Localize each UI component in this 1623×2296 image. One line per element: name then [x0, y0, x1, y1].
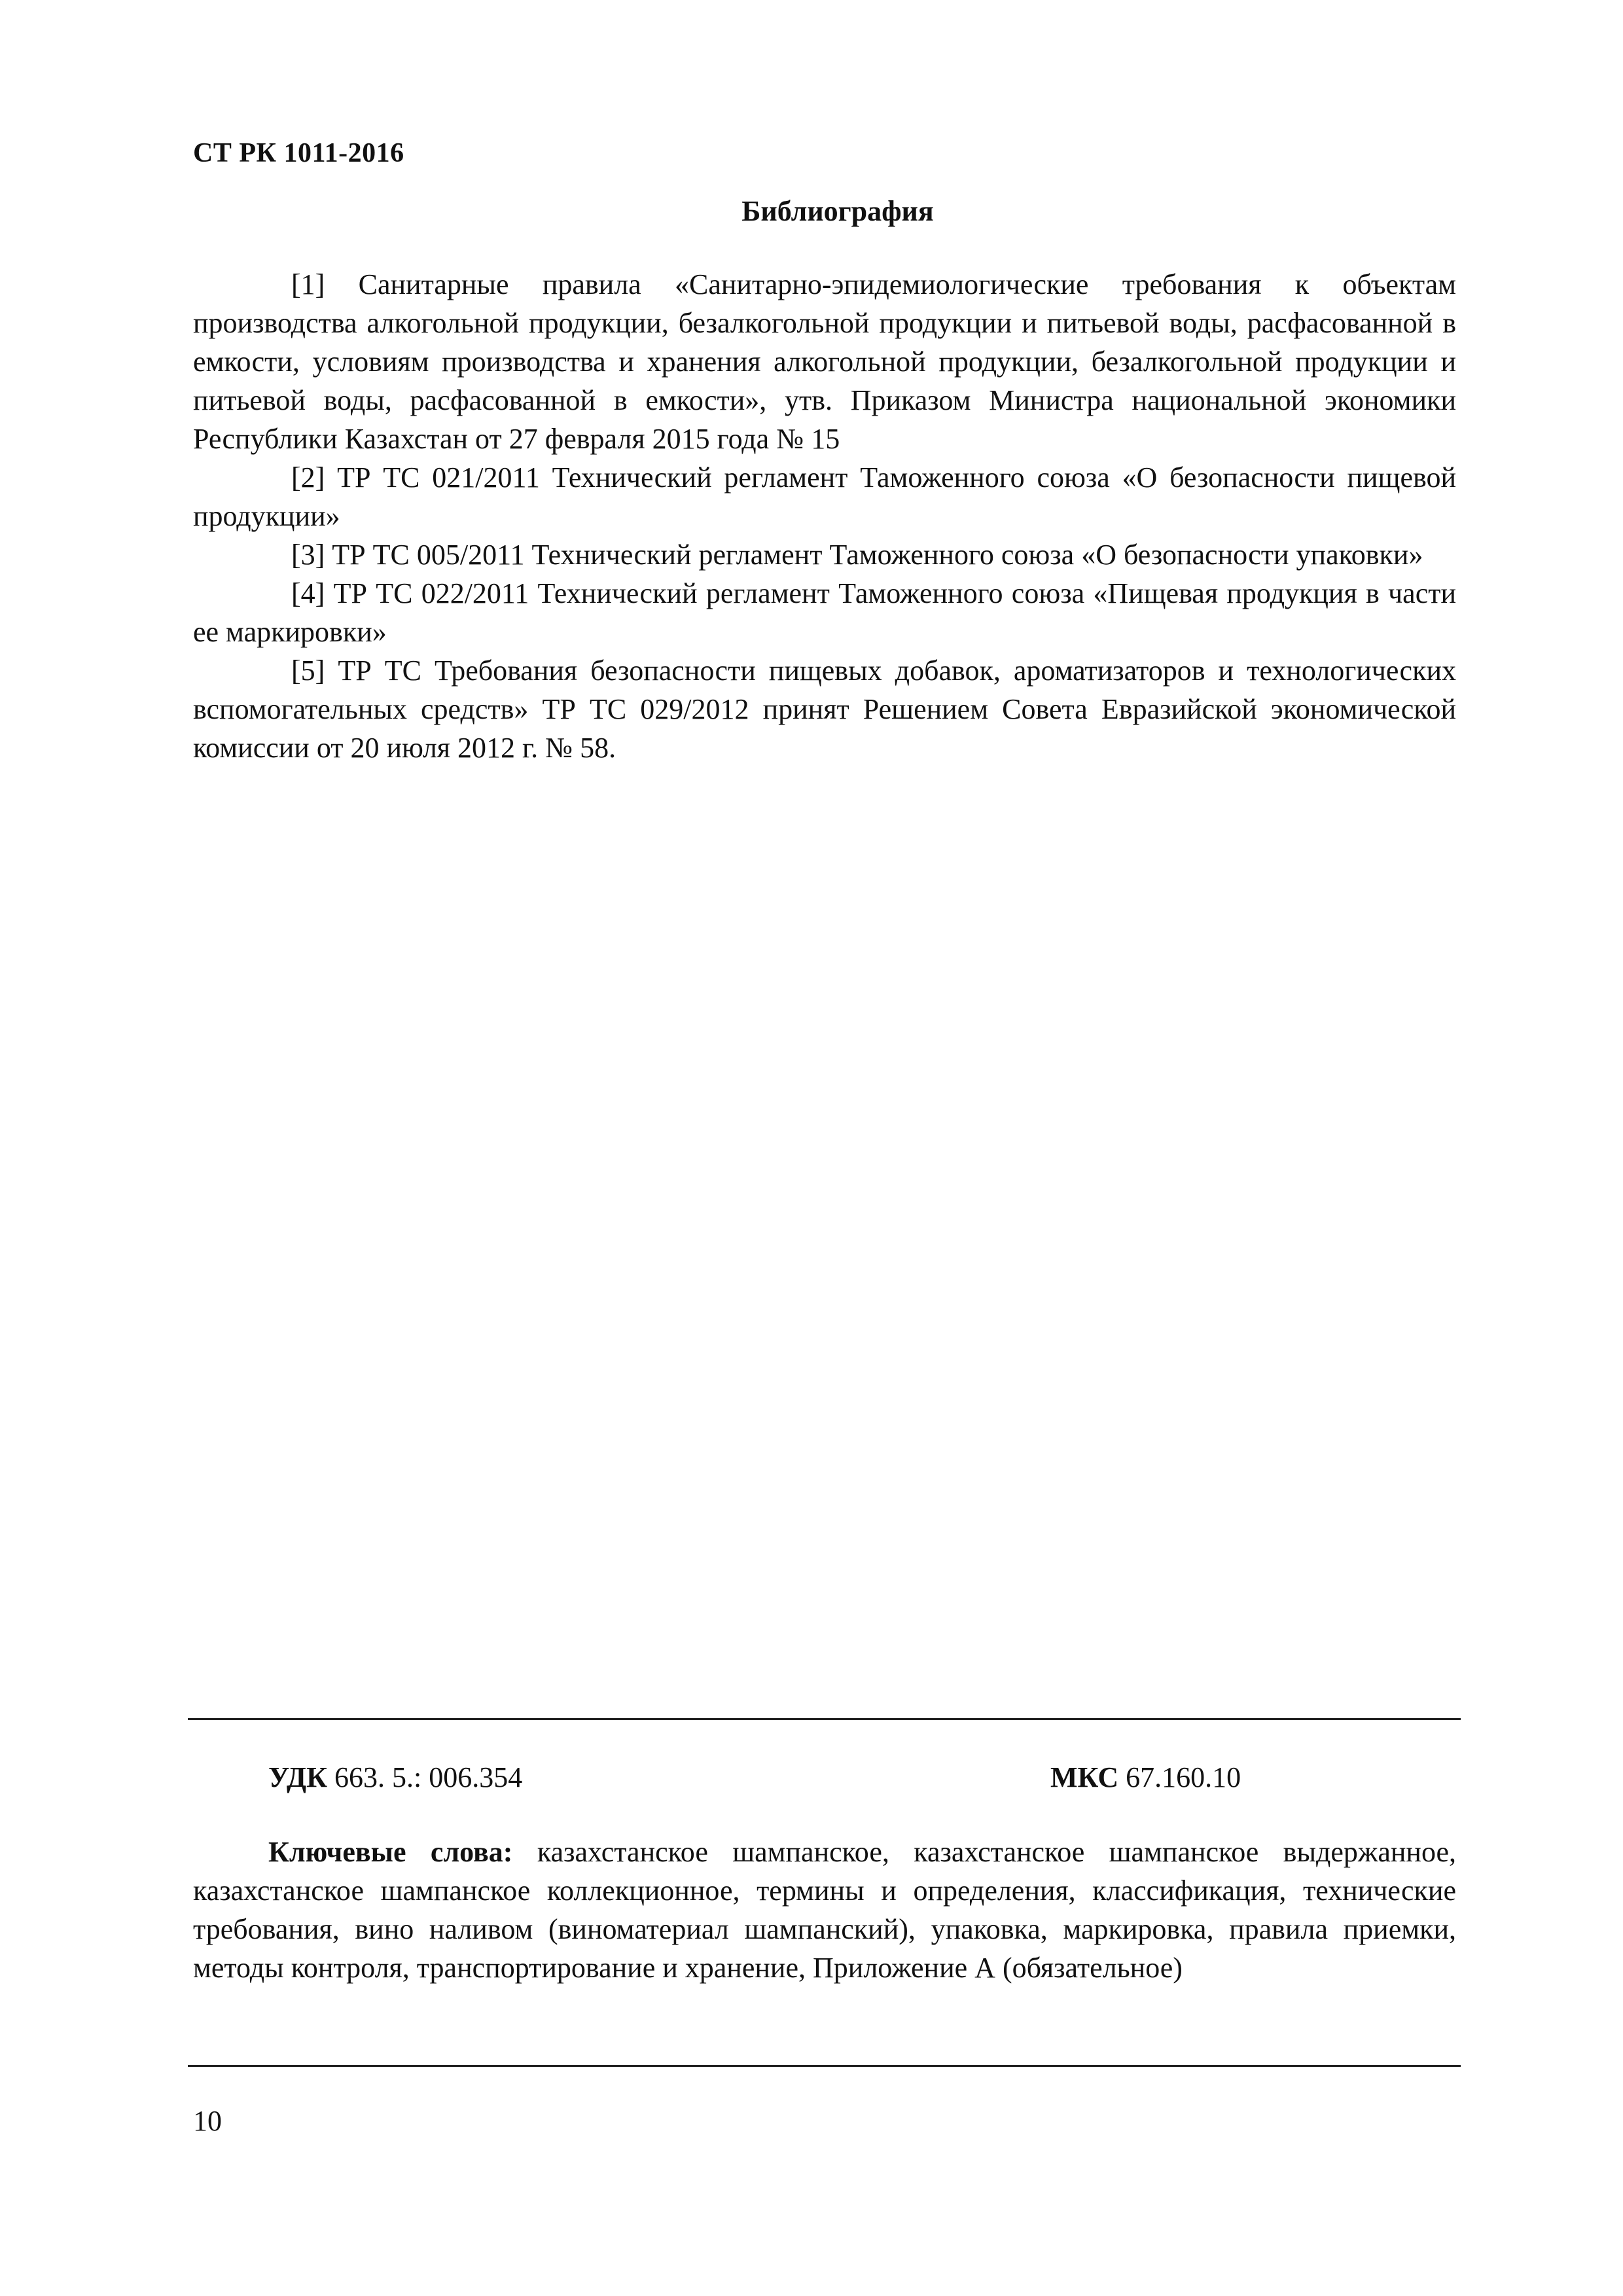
keywords-text: казахстанское шампанское, казахстанское шампанское выдержанное, казахстанское шампанское коллекционное, термины и определения, классификация, технические требования, вино наливом (виноматериал шампанский), упаковка, маркировка, правила приемки, методы контроля, транспортирование и хранение, Приложение А (обязательное) — [193, 1836, 1457, 1984]
bibliography-item-4: [4] ТР ТС 022/2011 Технический регламент Таможенного союза «Пищевая продукция в части ее маркировки» — [193, 577, 1456, 648]
udk-code — [268, 1761, 522, 1794]
top-divider — [188, 1718, 1461, 1720]
mks-label: МКС — [1050, 1761, 1119, 1793]
keywords-label: Ключевые слова: — [268, 1836, 513, 1868]
bibliography-item-1: [1] Санитарные правила «Санитарно-эпидемиологические требования к объектам производства алкогольной продукции, безалкогольной продукции и питьевой воды, расфасованной в емкости, условиям производства и хранения алкогольной продукции, безалкогольной продукции и питьевой воды, расфасованной в емкости», утв. Приказом Министра национальной экономики Республики Казахстан от 27 февраля 2015 года № 15 — [193, 268, 1456, 455]
keywords-paragraph — [193, 1833, 1456, 1987]
bibliography-list — [193, 265, 1456, 767]
mks-value: 67.160.10 — [1118, 1761, 1241, 1793]
bottom-divider — [188, 2065, 1461, 2067]
page-number: 10 — [193, 2105, 222, 2137]
bibliography-item-2: [2] ТР ТС 021/2011 Технический регламент Таможенного союза «О безопасности пищевой продукции» — [193, 461, 1456, 532]
udk-label: УДК — [268, 1761, 328, 1793]
bibliography-item-3: [3] ТР ТС 005/2011 Технический регламент Таможенного союза «О безопасности упаковки» — [291, 539, 1423, 571]
udk-value: 663. 5.: 006.354 — [327, 1761, 523, 1793]
mks-code — [1050, 1761, 1241, 1794]
bibliography-item-5: [5] ТР ТС Требования безопасности пищевых добавок, ароматизаторов и технологических вспомогательных средств» ТР ТС 029/2012 принят Решением Совета Евразийской экономической комиссии от 20 июля 2012 г. № 58. — [193, 655, 1456, 764]
bibliography-title: Библиография — [741, 195, 934, 227]
standard-code-header: СТ РК 1011-2016 — [193, 138, 404, 168]
